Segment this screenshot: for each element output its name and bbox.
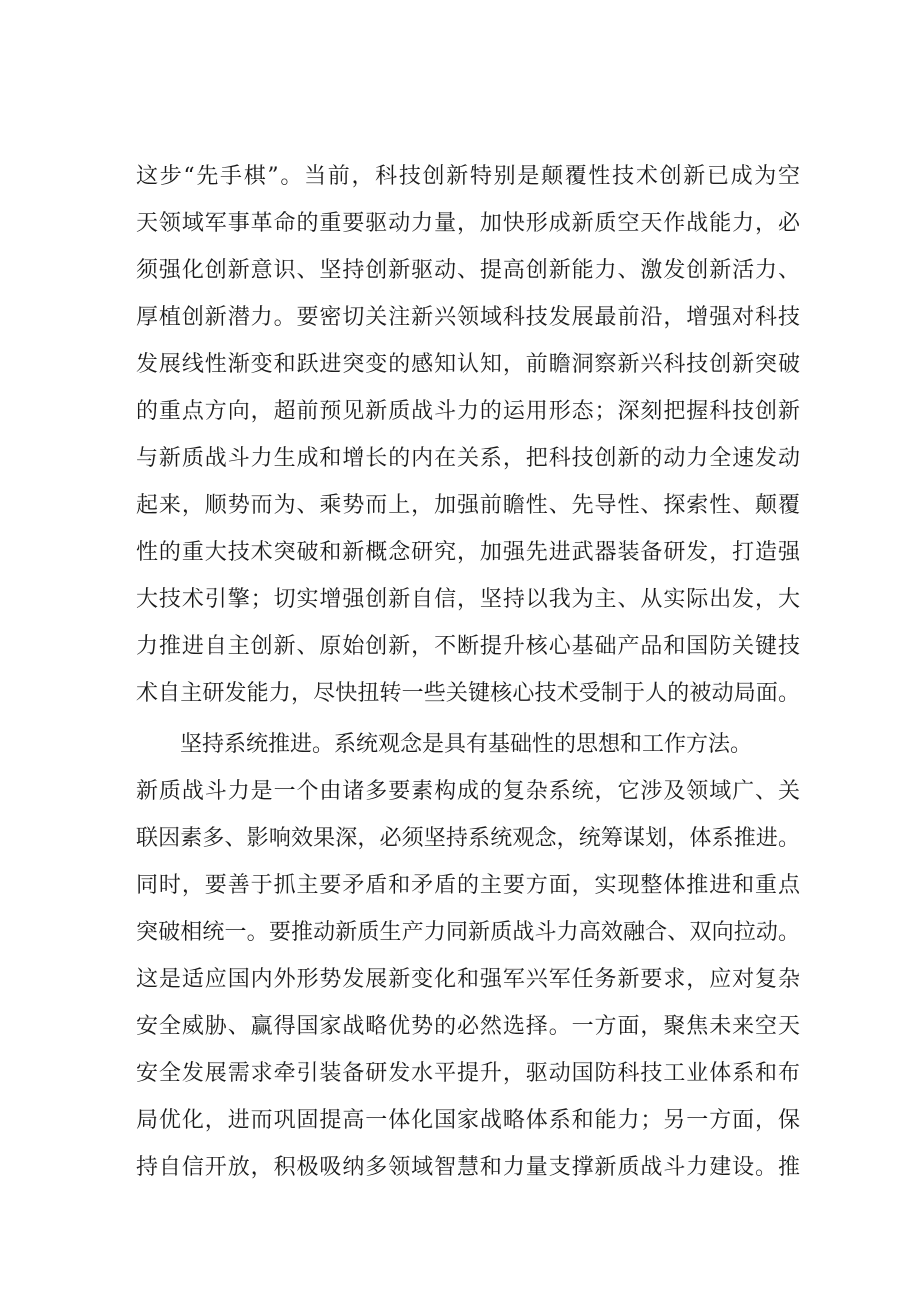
text-line: 突破相统一。要推动新质生产力同新质战斗力高效融合、双向拉动。 [136,920,800,945]
text-line: 力推进自主创新、原始创新，不断提升核心基础产品和国防关键技 [136,634,800,659]
text-line: 天领域军事革命的重要驱动力量，加快形成新质空天作战能力，必 [136,211,800,236]
text-line: 新质战斗力是一个由诸多要素构成的复杂系统，它涉及领域广、关 [136,779,800,804]
text-line: 安全威胁、赢得国家战略优势的必然选择。一方面，聚焦未来空天 [136,1014,800,1039]
text-line: 安全发展需求牵引装备研发水平提升，驱动国防科技工业体系和布 [136,1061,800,1086]
text-line: 发展线性渐变和跃进突变的感知认知，前瞻洞察新兴科技创新突破 [136,352,800,377]
text-line: 与新质战斗力生成和增长的内在关系，把科技创新的动力全速发动 [136,446,800,471]
text-line: 厚植创新潜力。要密切关注新兴领域科技发展最前沿，增强对科技 [136,305,800,330]
text-line: 的重点方向，超前预见新质战斗力的运用形态；深刻把握科技创新 [136,399,800,424]
text-line: 局优化，进而巩固提高一体化国家战略体系和能力；另一方面，保 [136,1108,800,1133]
text-line: 这是适应国内外形势发展新变化和强军兴军任务新要求，应对复杂 [136,967,800,992]
document-page [136,153,800,1191]
text-line: 大技术引擎；切实增强创新自信，坚持以我为主、从实际出发，大 [136,587,800,612]
text-line: 这步“先手棋”。当前，科技创新特别是颠覆性技术创新已成为空 [136,164,800,189]
text-line: 性的重大技术突破和新概念研究，加强先进武器装备研发，打造强 [136,540,800,565]
text-line: 坚持系统推进。系统观念是具有基础性的思想和工作方法。 [136,732,753,757]
text-line: 须强化创新意识、坚持创新驱动、提高创新能力、激发创新活力、 [136,258,800,283]
text-line: 起来，顺势而为、乘势而上，加强前瞻性、先导性、探索性、颠覆 [136,493,800,518]
text-line: 同时，要善于抓主要矛盾和矛盾的主要方面，实现整体推进和重点 [136,873,800,898]
text-line: 术自主研发能力，尽快扭转一些关键核心技术受制于人的被动局面。 [136,681,800,706]
text-line: 持自信开放，积极吸纳多领域智慧和力量支撑新质战斗力建设。推 [136,1155,800,1180]
paragraph-1 [136,153,800,717]
paragraph-2 [136,721,800,1191]
text-line: 联因素多、影响效果深，必须坚持系统观念，统筹谋划，体系推进。 [136,826,800,851]
